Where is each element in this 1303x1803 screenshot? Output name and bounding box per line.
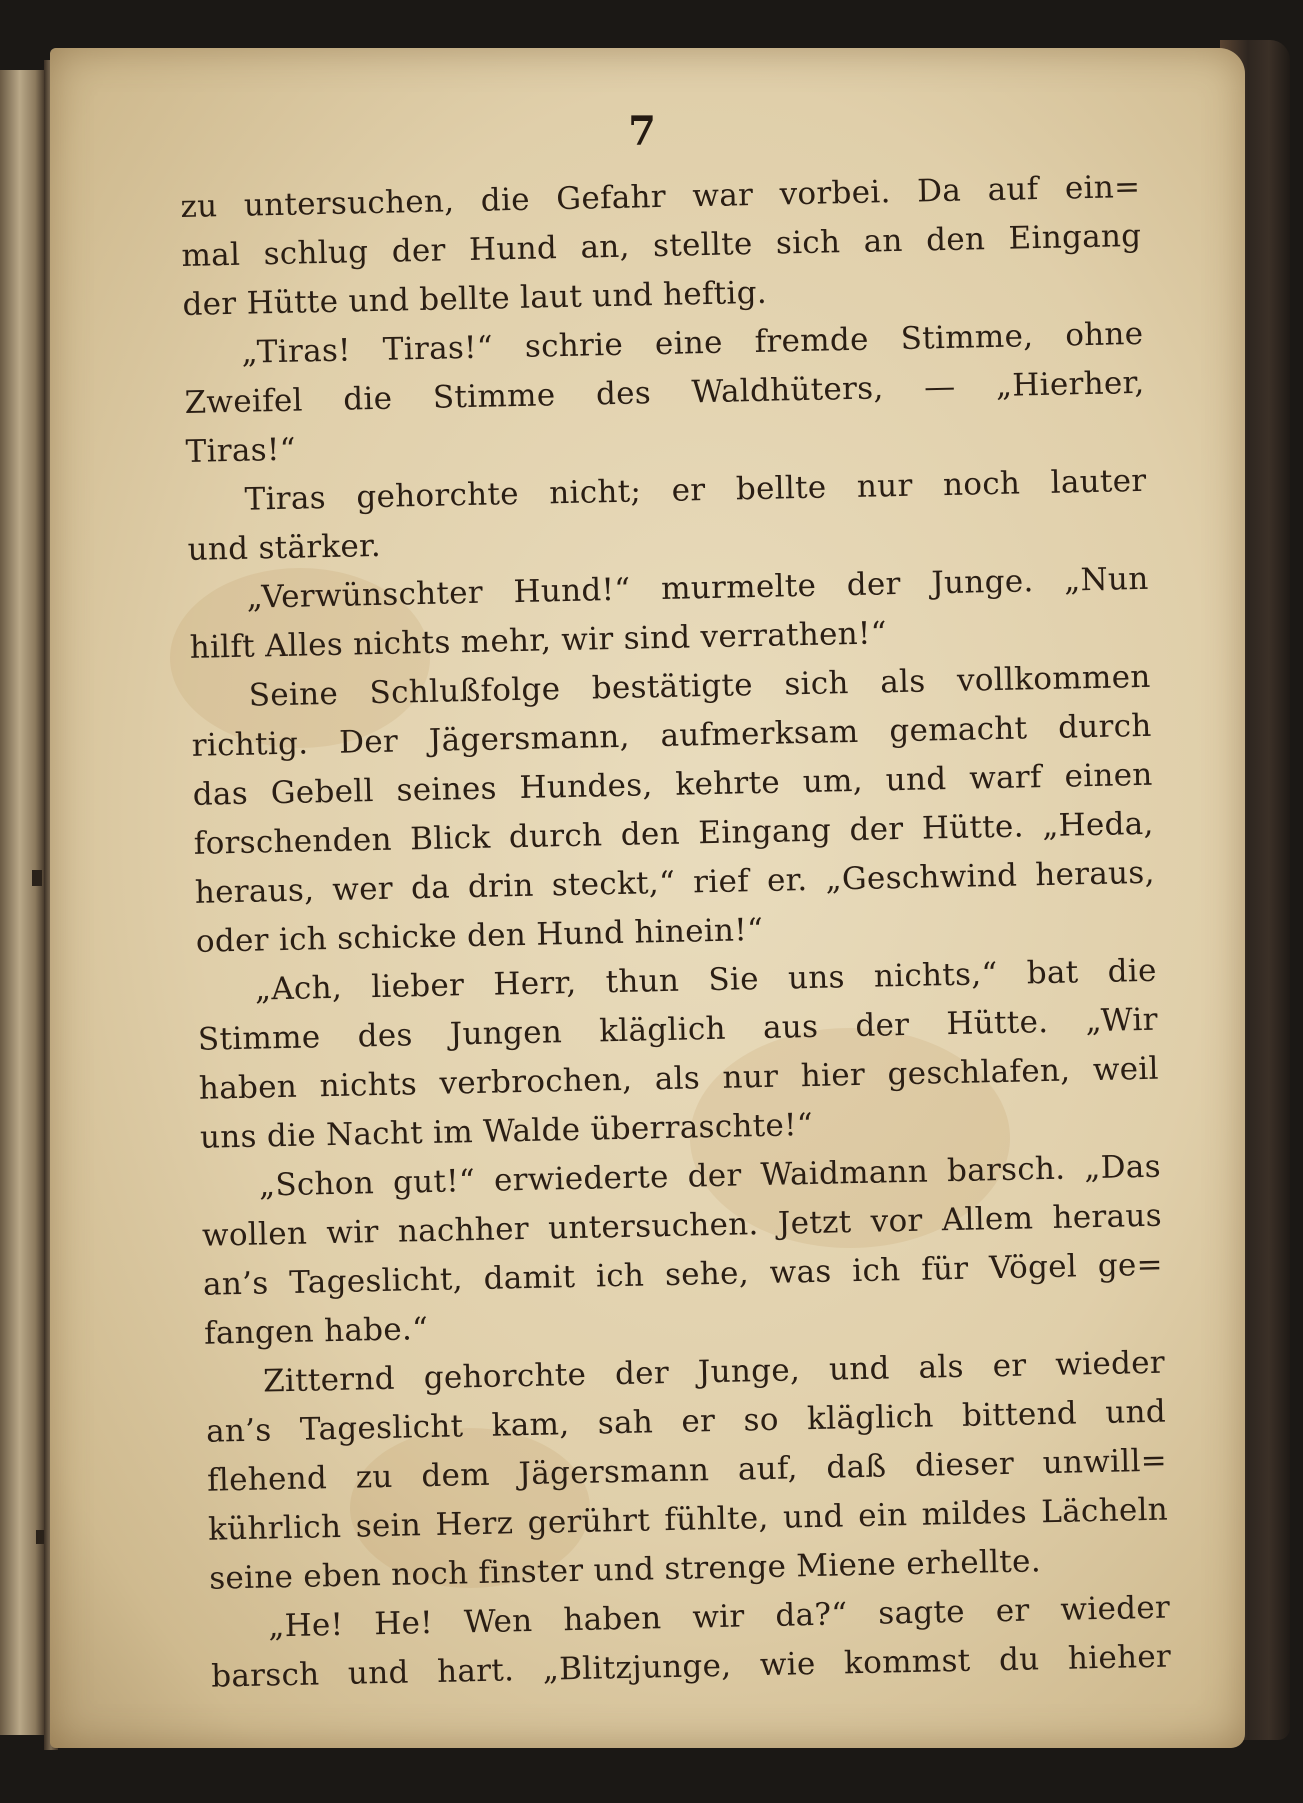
text-line: seine eben noch finster und strenge Miene erhellte. — [208, 1543, 1042, 1597]
text-line: uns die Nacht im Walde überraschte!“ — [199, 1106, 814, 1156]
text-line: „Ach, lieber Herr, thun Sie uns nichts,“ bat die — [254, 952, 1158, 1008]
text-line: kührlich sein Herz gerührt fühlte, und ein mildes Lächeln — [207, 1491, 1169, 1548]
text-line: zu untersuchen, die Gefahr war vorbei. Da auf ein= — [180, 168, 1141, 225]
text-line: „He! He! Wen haben wir da?“ sagte er wieder — [267, 1589, 1171, 1645]
text-line: Zweifel die Stimme des Waldhüters, — „Hierher, — [184, 364, 1145, 421]
text-line: forschenden Blick durch den Eingang der Hütte. „Heda, — [193, 805, 1155, 862]
facing-page-edge — [0, 70, 46, 1735]
text-line: Zitternd gehorchte der Junge, und als er wieder — [262, 1344, 1166, 1400]
text-line: das Gebell seines Hundes, kehrte um, und warf einen — [192, 756, 1153, 813]
text-line: haben nichts verbrochen, als nur hier geschlafen, weil — [198, 1050, 1160, 1107]
text-line: heraus, wer da drin steckt,“ rief er. „Geschwind heraus, — [194, 854, 1156, 911]
text-line: mal schlug der Hund an, stellte sich an den Eingang — [181, 217, 1142, 274]
text-line: an’s Tageslicht, damit ich sehe, was ich für Vögel ge= — [202, 1246, 1164, 1303]
text-line: hilft Alles nichts mehr, wir sind verrathen!“ — [189, 615, 888, 666]
margin-mark — [36, 1530, 44, 1544]
text-line: flehend zu dem Jägersmann auf, daß dieser unwill= — [206, 1442, 1168, 1499]
text-line: richtig. Der Jägersmann, aufmerksam gemacht durch — [191, 707, 1152, 764]
text-line: fangen habe.“ — [203, 1311, 429, 1352]
page-number: 7 — [628, 108, 656, 155]
text-line: der Hütte und bellte laut und heftig. — [182, 274, 768, 323]
text-line: Tiras gehorchte nicht; er bellte nur noch lauter — [244, 462, 1147, 518]
body-text — [180, 163, 1172, 1702]
text-line: barsch und hart. „Blitzjunge, wie kommst du hieher — [210, 1638, 1172, 1695]
text-line: „Verwünschter Hund!“ murmelte der Junge. „Nun — [246, 560, 1149, 616]
text-line: und stärker. — [187, 527, 382, 568]
text-line: Stimme des Jungen kläglich aus der Hütte. „Wir — [197, 1001, 1159, 1058]
margin-mark — [32, 870, 42, 886]
text-line: „Tiras! Tiras!“ schrie eine fremde Stimme, ohne — [241, 315, 1144, 371]
text-line: Tiras!“ — [185, 431, 297, 470]
text-line: oder ich schicke den Hund hinein!“ — [195, 911, 764, 960]
text-line: an’s Tageslicht kam, sah er so kläglich bittend und — [205, 1393, 1167, 1450]
text-line: „Schon gut!“ erwiederte der Waidmann barsch. „Das — [258, 1148, 1162, 1204]
text-line: wollen wir nachher untersuchen. Jetzt vor Allem heraus — [201, 1197, 1163, 1254]
text-line: Seine Schlußfolge bestätigte sich als vollkommen — [248, 658, 1151, 714]
